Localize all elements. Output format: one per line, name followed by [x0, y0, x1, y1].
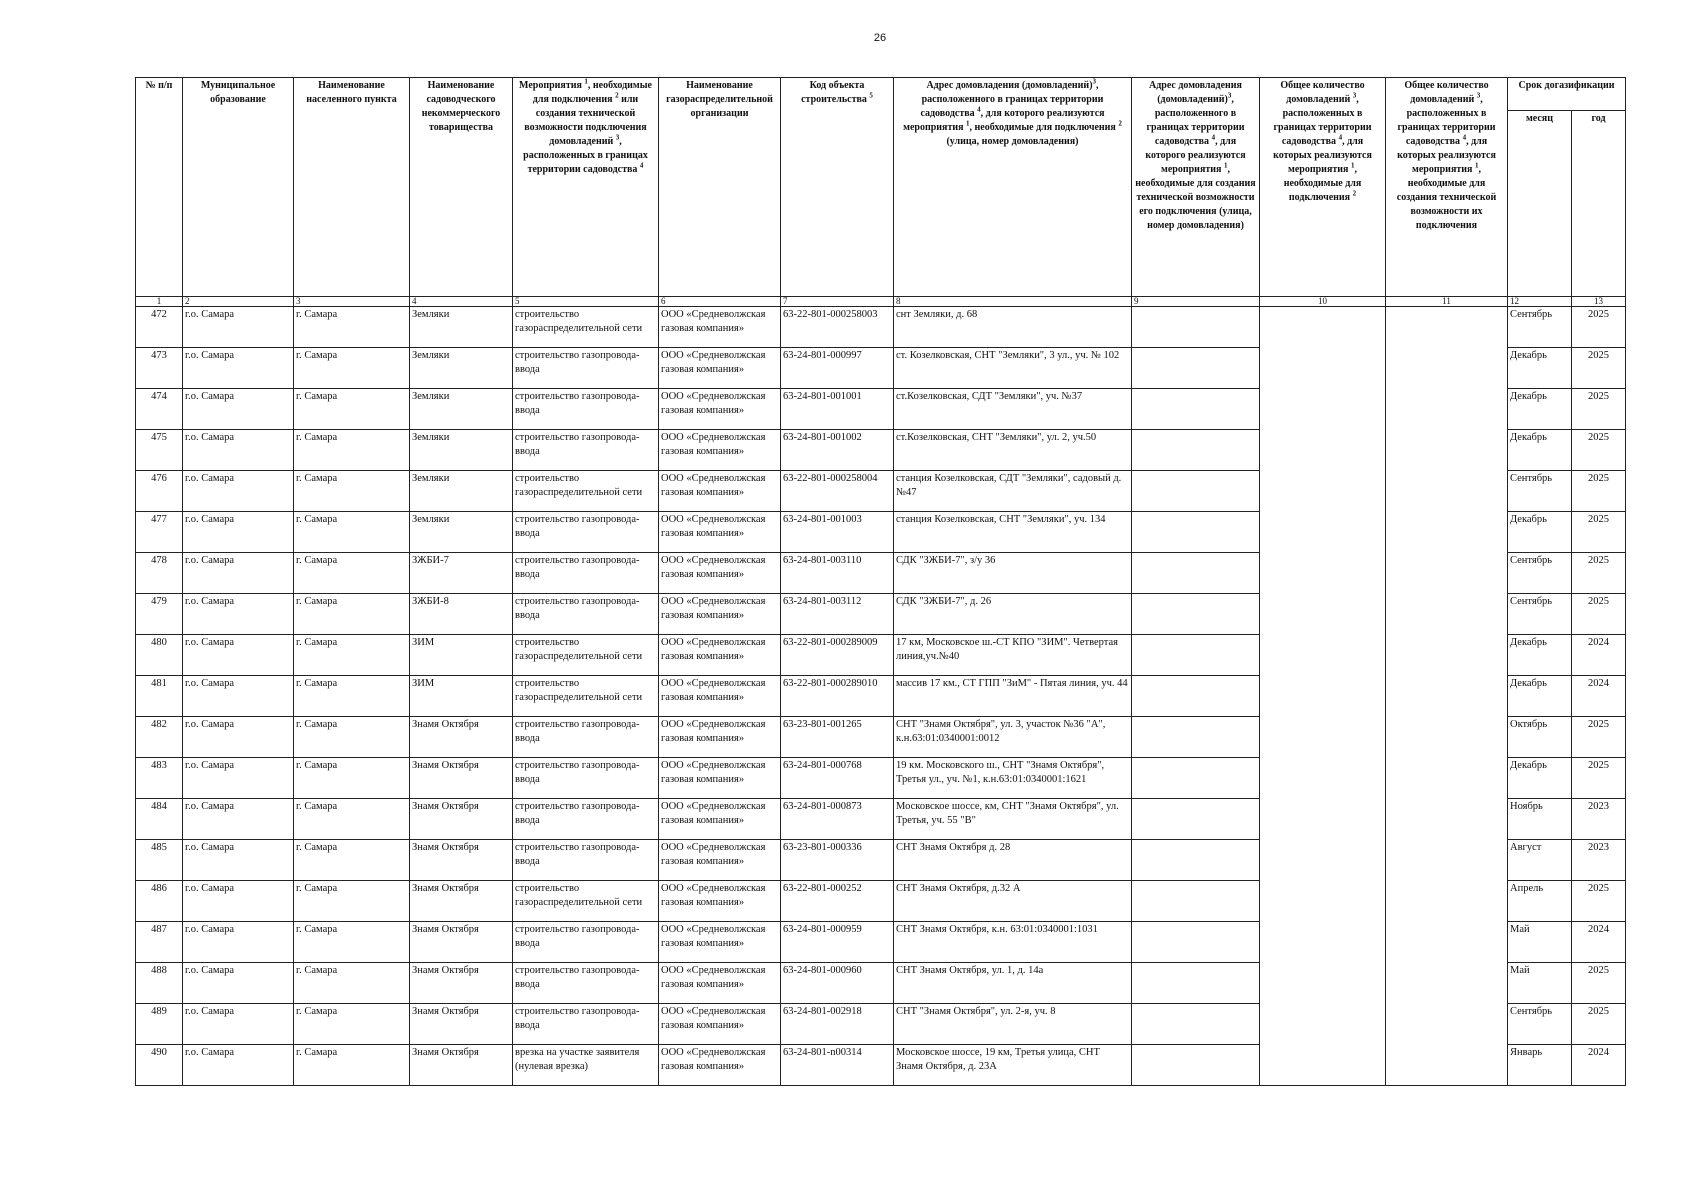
address-tech-cell: [1132, 635, 1260, 676]
gas-org-cell: ООО «Средневолжская газовая компания»: [659, 758, 781, 799]
address-connection-cell: СНТ "Знамя Октября", ул. 3, участок №36 "А", к.н.63:01:0340001:0012: [894, 717, 1132, 758]
gas-org-cell: ООО «Средневолжская газовая компания»: [659, 307, 781, 348]
month-cell: Сентябрь: [1508, 594, 1572, 635]
row-number-cell: 489: [136, 1004, 183, 1045]
month-cell: Декабрь: [1508, 430, 1572, 471]
object-code-cell: 63-24-801-001003: [781, 512, 894, 553]
snt-name-cell: Знамя Октября: [410, 799, 513, 840]
object-code-cell: 63-24-801-n00314: [781, 1045, 894, 1086]
object-code-cell: 63-22-801-000258003: [781, 307, 894, 348]
measure-cell: строительство газопровода-ввода: [513, 963, 659, 1004]
address-connection-cell: СДК "ЗЖБИ-7", з/у 36: [894, 553, 1132, 594]
row-number-cell: 473: [136, 348, 183, 389]
gas-org-cell: ООО «Средневолжская газовая компания»: [659, 799, 781, 840]
snt-name-cell: Знамя Октября: [410, 1004, 513, 1045]
count-connection-cell: [1260, 307, 1386, 1086]
address-tech-cell: [1132, 471, 1260, 512]
municipality-cell: г.о. Самара: [183, 881, 294, 922]
measure-cell: строительство газораспределительной сети: [513, 881, 659, 922]
year-cell: 2025: [1572, 307, 1626, 348]
row-number-cell: 476: [136, 471, 183, 512]
column-number: 11: [1386, 297, 1508, 307]
measure-cell: врезка на участке заявителя (нулевая врезка): [513, 1045, 659, 1086]
snt-name-cell: Знамя Октября: [410, 963, 513, 1004]
snt-name-cell: Земляки: [410, 307, 513, 348]
measure-cell: строительство газопровода-ввода: [513, 348, 659, 389]
month-cell: Сентябрь: [1508, 471, 1572, 512]
object-code-cell: 63-23-801-000336: [781, 840, 894, 881]
object-code-cell: 63-23-801-001265: [781, 717, 894, 758]
object-code-cell: 63-22-801-000258004: [781, 471, 894, 512]
locality-cell: г. Самара: [294, 1004, 410, 1045]
address-connection-cell: СНТ Знамя Октября, к.н. 63:01:0340001:1031: [894, 922, 1132, 963]
column-number: 12: [1508, 297, 1572, 307]
address-connection-cell: Московское шоссе, км, СНТ "Знамя Октября", ул. Третья, уч. 55 "В": [894, 799, 1132, 840]
month-cell: Декабрь: [1508, 348, 1572, 389]
snt-name-cell: ЗИМ: [410, 635, 513, 676]
col-header: Мероприятия $^1$, необходимые для подключения $^2$ или создания технической возможности подключения домовладений $^3$, расположенных в границах территории садоводства $^4$: [513, 78, 659, 297]
gas-org-cell: ООО «Средневолжская газовая компания»: [659, 635, 781, 676]
month-cell: Декабрь: [1508, 512, 1572, 553]
measure-cell: строительство газопровода-ввода: [513, 717, 659, 758]
row-number-cell: 479: [136, 594, 183, 635]
measure-cell: строительство газораспределительной сети: [513, 635, 659, 676]
column-number: 2: [183, 297, 294, 307]
locality-cell: г. Самара: [294, 594, 410, 635]
month-cell: Сентябрь: [1508, 553, 1572, 594]
row-number-cell: 478: [136, 553, 183, 594]
gas-org-cell: ООО «Средневолжская газовая компания»: [659, 594, 781, 635]
address-connection-cell: СНТ Знамя Октября, ул. 1, д. 14а: [894, 963, 1132, 1004]
address-connection-cell: станция Козелковская, СДТ "Земляки", садовый д. №47: [894, 471, 1132, 512]
year-cell: 2023: [1572, 799, 1626, 840]
year-cell: 2024: [1572, 635, 1626, 676]
snt-name-cell: Земляки: [410, 471, 513, 512]
row-number-cell: 481: [136, 676, 183, 717]
address-tech-cell: [1132, 389, 1260, 430]
object-code-cell: 63-24-801-001002: [781, 430, 894, 471]
row-number-cell: 488: [136, 963, 183, 1004]
municipality-cell: г.о. Самара: [183, 758, 294, 799]
municipality-cell: г.о. Самара: [183, 512, 294, 553]
address-tech-cell: [1132, 799, 1260, 840]
column-number: 13: [1572, 297, 1626, 307]
col-header: Общее количество домовладений $^3$, расположенных в границах территории садоводства $^4$, для которых реализуются мероприятия $^1$, необходимые для создания технической возможности их подключения: [1386, 78, 1508, 297]
column-number: 3: [294, 297, 410, 307]
address-connection-cell: СНТ Знамя Октября, д.32 А: [894, 881, 1132, 922]
measure-cell: строительство газопровода-ввода: [513, 553, 659, 594]
address-tech-cell: [1132, 840, 1260, 881]
locality-cell: г. Самара: [294, 881, 410, 922]
municipality-cell: г.о. Самара: [183, 635, 294, 676]
column-number: 9: [1132, 297, 1260, 307]
snt-name-cell: Знамя Октября: [410, 922, 513, 963]
month-cell: Октябрь: [1508, 717, 1572, 758]
column-number: 5: [513, 297, 659, 307]
object-code-cell: 63-24-801-002918: [781, 1004, 894, 1045]
snt-name-cell: Знамя Октября: [410, 1045, 513, 1086]
snt-name-cell: Земляки: [410, 389, 513, 430]
month-cell: Сентябрь: [1508, 307, 1572, 348]
municipality-cell: г.о. Самара: [183, 963, 294, 1004]
locality-cell: г. Самара: [294, 840, 410, 881]
month-cell: Сентябрь: [1508, 1004, 1572, 1045]
object-code-cell: 63-22-801-000289009: [781, 635, 894, 676]
col-header: Код объекта строительства $^5$: [781, 78, 894, 297]
address-tech-cell: [1132, 553, 1260, 594]
object-code-cell: 63-22-801-000289010: [781, 676, 894, 717]
col-header: Наименование садоводческого некоммерческого товарищества: [410, 78, 513, 297]
locality-cell: г. Самара: [294, 799, 410, 840]
locality-cell: г. Самара: [294, 676, 410, 717]
object-code-cell: 63-24-801-003112: [781, 594, 894, 635]
address-tech-cell: [1132, 676, 1260, 717]
object-code-cell: 63-24-801-000997: [781, 348, 894, 389]
gas-org-cell: ООО «Средневолжская газовая компания»: [659, 922, 781, 963]
month-cell: Январь: [1508, 1045, 1572, 1086]
year-cell: 2024: [1572, 1045, 1626, 1086]
municipality-cell: г.о. Самара: [183, 1004, 294, 1045]
year-cell: 2025: [1572, 963, 1626, 1004]
year-cell: 2025: [1572, 717, 1626, 758]
col-header: год: [1572, 111, 1626, 297]
year-cell: 2025: [1572, 881, 1626, 922]
gas-org-cell: ООО «Средневолжская газовая компания»: [659, 348, 781, 389]
year-cell: 2024: [1572, 922, 1626, 963]
address-connection-cell: СДК "ЗЖБИ-7", д. 26: [894, 594, 1132, 635]
snt-name-cell: Знамя Октября: [410, 840, 513, 881]
measure-cell: строительство газораспределительной сети: [513, 471, 659, 512]
address-connection-cell: ст.Козелковская, СДТ "Земляки", уч. №37: [894, 389, 1132, 430]
column-number: 4: [410, 297, 513, 307]
snt-name-cell: ЗИМ: [410, 676, 513, 717]
year-cell: 2025: [1572, 1004, 1626, 1045]
gas-org-cell: ООО «Средневолжская газовая компания»: [659, 389, 781, 430]
page-number: 26: [873, 32, 887, 44]
row-number-cell: 484: [136, 799, 183, 840]
measure-cell: строительство газопровода-ввода: [513, 430, 659, 471]
municipality-cell: г.о. Самара: [183, 553, 294, 594]
month-cell: Декабрь: [1508, 758, 1572, 799]
row-number-cell: 485: [136, 840, 183, 881]
col-header: Наименование населенного пункта: [294, 78, 410, 297]
gas-org-cell: ООО «Средневолжская газовая компания»: [659, 1004, 781, 1045]
locality-cell: г. Самара: [294, 963, 410, 1004]
snt-name-cell: ЗЖБИ-7: [410, 553, 513, 594]
month-cell: Декабрь: [1508, 389, 1572, 430]
gas-org-cell: ООО «Средневолжская газовая компания»: [659, 430, 781, 471]
year-cell: 2025: [1572, 430, 1626, 471]
gasification-table: [135, 77, 1626, 1086]
column-number: 7: [781, 297, 894, 307]
row-number-cell: 474: [136, 389, 183, 430]
gas-org-cell: ООО «Средневолжская газовая компания»: [659, 553, 781, 594]
count-tech-cell: [1386, 307, 1508, 1086]
address-tech-cell: [1132, 1004, 1260, 1045]
locality-cell: г. Самара: [294, 348, 410, 389]
row-number-cell: 483: [136, 758, 183, 799]
group-header-gasification-term: Срок догазификации: [1508, 78, 1626, 111]
address-tech-cell: [1132, 512, 1260, 553]
row-number-cell: 490: [136, 1045, 183, 1086]
month-cell: Декабрь: [1508, 676, 1572, 717]
measure-cell: строительство газопровода-ввода: [513, 512, 659, 553]
address-tech-cell: [1132, 758, 1260, 799]
address-connection-cell: СНТ "Знамя Октября", ул. 2-я, уч. 8: [894, 1004, 1132, 1045]
municipality-cell: г.о. Самара: [183, 1045, 294, 1086]
measure-cell: строительство газопровода-ввода: [513, 840, 659, 881]
year-cell: 2025: [1572, 389, 1626, 430]
municipality-cell: г.о. Самара: [183, 389, 294, 430]
object-code-cell: 63-24-801-000768: [781, 758, 894, 799]
object-code-cell: 63-24-801-000959: [781, 922, 894, 963]
year-cell: 2025: [1572, 471, 1626, 512]
measure-cell: строительство газораспределительной сети: [513, 676, 659, 717]
locality-cell: г. Самара: [294, 922, 410, 963]
measure-cell: строительство газопровода-ввода: [513, 758, 659, 799]
snt-name-cell: Земляки: [410, 512, 513, 553]
col-header: Общее количество домовладений $^3$, расположенных в границах территории садоводства $^4$, для которых реализуются мероприятия $^1$, необходимые для подключения $^2$: [1260, 78, 1386, 297]
municipality-cell: г.о. Самара: [183, 717, 294, 758]
address-tech-cell: [1132, 1045, 1260, 1086]
municipality-cell: г.о. Самара: [183, 594, 294, 635]
object-code-cell: 63-24-801-000960: [781, 963, 894, 1004]
measure-cell: строительство газопровода-ввода: [513, 389, 659, 430]
row-number-cell: 472: [136, 307, 183, 348]
locality-cell: г. Самара: [294, 635, 410, 676]
snt-name-cell: ЗЖБИ-8: [410, 594, 513, 635]
row-number-cell: 480: [136, 635, 183, 676]
locality-cell: г. Самара: [294, 471, 410, 512]
municipality-cell: г.о. Самара: [183, 348, 294, 389]
col-header: месяц: [1508, 111, 1572, 297]
year-cell: 2025: [1572, 553, 1626, 594]
row-number-cell: 486: [136, 881, 183, 922]
year-cell: 2025: [1572, 348, 1626, 389]
table-row: [136, 307, 1626, 348]
municipality-cell: г.о. Самара: [183, 840, 294, 881]
year-cell: 2025: [1572, 594, 1626, 635]
gas-org-cell: ООО «Средневолжская газовая компания»: [659, 840, 781, 881]
measure-cell: строительство газопровода-ввода: [513, 594, 659, 635]
locality-cell: г. Самара: [294, 512, 410, 553]
month-cell: Май: [1508, 963, 1572, 1004]
col-header: Муниципальное образование: [183, 78, 294, 297]
locality-cell: г. Самара: [294, 389, 410, 430]
municipality-cell: г.о. Самара: [183, 471, 294, 512]
row-number-cell: 487: [136, 922, 183, 963]
column-number: 1: [136, 297, 183, 307]
object-code-cell: 63-24-801-001001: [781, 389, 894, 430]
snt-name-cell: Земляки: [410, 430, 513, 471]
year-cell: 2024: [1572, 676, 1626, 717]
gas-org-cell: ООО «Средневолжская газовая компания»: [659, 717, 781, 758]
gas-org-cell: ООО «Средневолжская газовая компания»: [659, 963, 781, 1004]
address-connection-cell: ст. Козелковская, СНТ "Земляки", 3 ул., уч. № 102: [894, 348, 1132, 389]
column-number-row: [136, 297, 1626, 307]
address-tech-cell: [1132, 881, 1260, 922]
object-code-cell: 63-22-801-000252: [781, 881, 894, 922]
address-connection-cell: ст.Козелковская, СНТ "Земляки", ул. 2, уч.50: [894, 430, 1132, 471]
locality-cell: г. Самара: [294, 758, 410, 799]
locality-cell: г. Самара: [294, 430, 410, 471]
column-number: 8: [894, 297, 1132, 307]
address-tech-cell: [1132, 922, 1260, 963]
measure-cell: строительство газопровода-ввода: [513, 1004, 659, 1045]
gas-org-cell: ООО «Средневолжская газовая компания»: [659, 512, 781, 553]
object-code-cell: 63-24-801-003110: [781, 553, 894, 594]
col-header: № п/п: [136, 78, 183, 297]
gas-org-cell: ООО «Средневолжская газовая компания»: [659, 676, 781, 717]
locality-cell: г. Самара: [294, 307, 410, 348]
year-cell: 2025: [1572, 512, 1626, 553]
address-connection-cell: 19 км. Московского ш., СНТ "Знамя Октября", Третья ул., уч. №1, к.н.63:01:0340001:1621: [894, 758, 1132, 799]
column-number: 10: [1260, 297, 1386, 307]
address-tech-cell: [1132, 430, 1260, 471]
municipality-cell: г.о. Самара: [183, 922, 294, 963]
address-connection-cell: снт Земляки, д. 68: [894, 307, 1132, 348]
address-connection-cell: массив 17 км., СТ ГПП "ЗиМ" - Пятая линия, уч. 44: [894, 676, 1132, 717]
locality-cell: г. Самара: [294, 553, 410, 594]
municipality-cell: г.о. Самара: [183, 430, 294, 471]
snt-name-cell: Знамя Октября: [410, 881, 513, 922]
year-cell: 2025: [1572, 758, 1626, 799]
municipality-cell: г.о. Самара: [183, 307, 294, 348]
row-number-cell: 475: [136, 430, 183, 471]
address-connection-cell: СНТ Знамя Октября д. 28: [894, 840, 1132, 881]
address-tech-cell: [1132, 717, 1260, 758]
gas-org-cell: ООО «Средневолжская газовая компания»: [659, 881, 781, 922]
row-number-cell: 477: [136, 512, 183, 553]
municipality-cell: г.о. Самара: [183, 799, 294, 840]
table-body: [136, 297, 1626, 1086]
column-number: 6: [659, 297, 781, 307]
address-connection-cell: станция Козелковская, СНТ "Земляки", уч. 134: [894, 512, 1132, 553]
snt-name-cell: Земляки: [410, 348, 513, 389]
year-cell: 2023: [1572, 840, 1626, 881]
locality-cell: г. Самара: [294, 1045, 410, 1086]
gas-org-cell: ООО «Средневолжская газовая компания»: [659, 1045, 781, 1086]
col-header: Адрес домовладения (домовладений)$^3$, расположенного в границах территории садоводства $^4$, для которого реализуются мероприятия $^1$, необходимые для подключения $^2$ (улица, номер домовладения): [894, 78, 1132, 297]
municipality-cell: г.о. Самара: [183, 676, 294, 717]
address-connection-cell: Московское шоссе, 19 км, Третья улица, СНТ Знамя Октября, д. 23А: [894, 1045, 1132, 1086]
address-tech-cell: [1132, 594, 1260, 635]
month-cell: Апрель: [1508, 881, 1572, 922]
object-code-cell: 63-24-801-000873: [781, 799, 894, 840]
month-cell: Август: [1508, 840, 1572, 881]
address-tech-cell: [1132, 348, 1260, 389]
measure-cell: строительство газопровода-ввода: [513, 799, 659, 840]
snt-name-cell: Знамя Октября: [410, 758, 513, 799]
measure-cell: строительство газораспределительной сети: [513, 307, 659, 348]
month-cell: Ноябрь: [1508, 799, 1572, 840]
locality-cell: г. Самара: [294, 717, 410, 758]
address-tech-cell: [1132, 307, 1260, 348]
header-row: [136, 78, 1626, 111]
col-header: Адрес домовладения (домовладений)$^3$, расположенного в границах территории садоводства $^4$, для которого реализуются мероприятия $^1$, необходимые для создания технической возможности его подключения (улица, номер домовладения): [1132, 78, 1260, 297]
col-header: Наименование газораспределительной организации: [659, 78, 781, 297]
gas-org-cell: ООО «Средневолжская газовая компания»: [659, 471, 781, 512]
address-connection-cell: 17 км, Московское ш.-СТ КПО "ЗИМ". Четвертая линия,уч.№40: [894, 635, 1132, 676]
row-number-cell: 482: [136, 717, 183, 758]
measure-cell: строительство газопровода-ввода: [513, 922, 659, 963]
address-tech-cell: [1132, 963, 1260, 1004]
month-cell: Май: [1508, 922, 1572, 963]
month-cell: Декабрь: [1508, 635, 1572, 676]
snt-name-cell: Знамя Октября: [410, 717, 513, 758]
